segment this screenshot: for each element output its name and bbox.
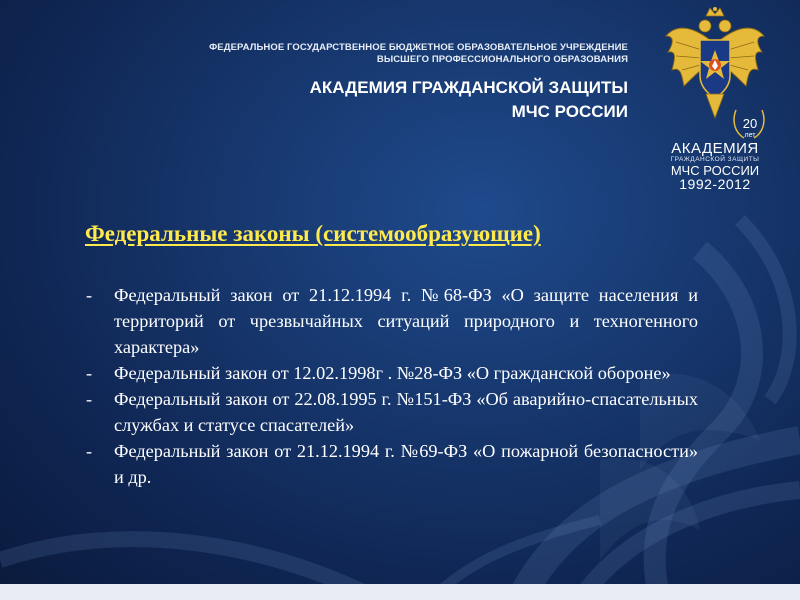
emblem-caption <box>662 142 768 192</box>
emblem-ministry: МЧС РОССИИ <box>670 163 760 178</box>
bullet-dash: - <box>86 389 93 409</box>
ministry-name: МЧС РОССИИ <box>511 102 628 121</box>
anniversary-number: 20 <box>742 116 758 131</box>
institution-name <box>208 76 628 124</box>
bullet-dash: - <box>86 363 93 383</box>
law-text: Федеральный закон от 21.12.1994 г. №69-ФЗ «О пожарной безопасности» и др. <box>114 441 698 487</box>
law-text: Федеральный закон от 21.12.1994 г. №68-ФЗ «О защите населения и территорий от чрезвычайных ситуаций природного и техногенного характера» <box>114 285 698 357</box>
bottom-bar <box>0 584 800 600</box>
law-text: Федеральный закон от 12.02.1998г . №28-ФЗ «О гражданской обороне» <box>114 363 671 383</box>
institution-line-2: ВЫСШЕГО ПРОФЕССИОНАЛЬНОГО ОБРАЗОВАНИЯ <box>376 54 628 65</box>
emblem-academy: АКАДЕМИЯ <box>671 140 759 157</box>
emblem-subtitle: ГРАЖДАНСКОЙ ЗАЩИТЫ <box>670 156 760 163</box>
institution-line-1: ФЕДЕРАЛЬНОЕ ГОСУДАРСТВЕННОЕ БЮДЖЕТНОЕ ОБРАЗОВАТЕЛЬНОЕ УЧРЕЖДЕНИЕ <box>209 42 628 53</box>
slide-title: Федеральные законы (системообразующие) <box>85 221 541 246</box>
academy-name: АКАДЕМИЯ ГРАЖДАНСКОЙ ЗАЩИТЫ <box>309 78 628 97</box>
bullet-dash: - <box>86 441 93 461</box>
list-item <box>86 438 698 490</box>
anniversary-years: лет <box>744 132 756 139</box>
list-item <box>86 386 698 438</box>
law-text: Федеральный закон от 22.08.1995 г. №151-ФЗ «Об аварийно-спасательных службах и статусе спасателей» <box>114 389 698 435</box>
institution-type <box>208 42 628 66</box>
bullet-dash: - <box>86 285 93 305</box>
law-list <box>86 282 698 490</box>
emblem-period: 1992-2012 <box>679 176 751 192</box>
list-item <box>86 282 698 360</box>
list-item <box>86 360 698 386</box>
